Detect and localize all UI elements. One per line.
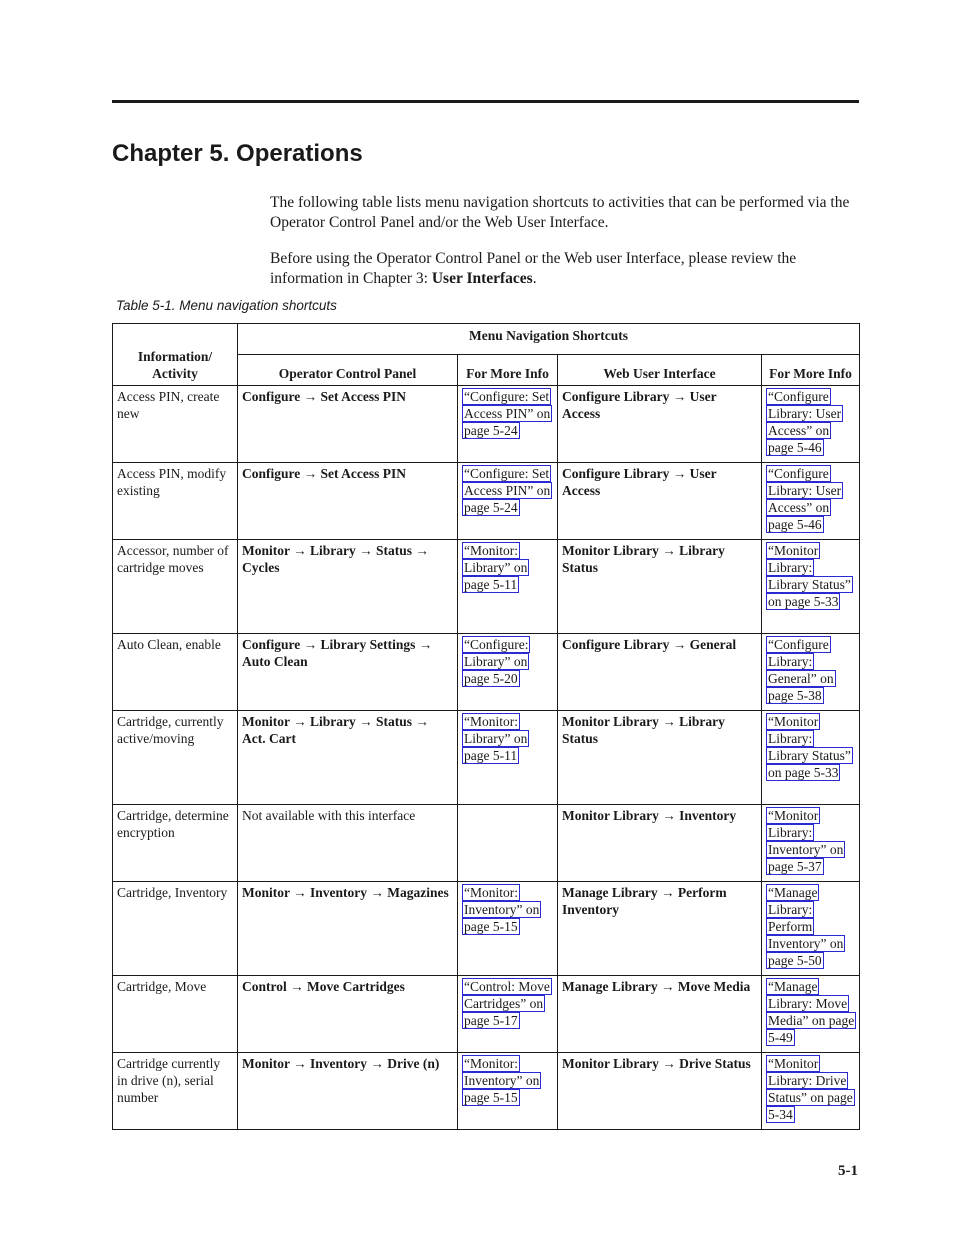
- header-menu-navigation-shortcuts: Menu Navigation Shortcuts: [238, 324, 860, 355]
- cell-web-path: Monitor Library → Library Status: [558, 711, 762, 805]
- cell-web-more-info-link[interactable]: “Monitor Library: Library Status” on page 5-33: [768, 543, 851, 609]
- cell-activity: Cartridge currently in drive (n), serial number: [113, 1053, 238, 1130]
- cell-web-path: Monitor Library → Library Status: [558, 540, 762, 634]
- cell-ocp-path: Not available with this interface: [238, 805, 458, 882]
- cell-web-more-info-link[interactable]: “Monitor Library: Drive Status” on page 5-34: [768, 1056, 853, 1122]
- cell-web-more-info: [762, 463, 860, 540]
- table-row: [113, 882, 860, 976]
- cell-ocp-more-info: [458, 882, 558, 976]
- cell-web-path: Manage Library → Perform Inventory: [558, 882, 762, 976]
- chapter-title: Chapter 5. Operations: [112, 140, 363, 167]
- cell-web-more-info-link[interactable]: “Configure Library: General” on page 5-38: [768, 637, 834, 703]
- cell-web-path: Manage Library → Move Media: [558, 976, 762, 1053]
- cell-activity: Cartridge, Move: [113, 976, 238, 1053]
- cell-ocp-more-info: [458, 463, 558, 540]
- intro-text: [270, 193, 850, 305]
- table-row: [113, 976, 860, 1053]
- cell-web-path: Monitor Library → Inventory: [558, 805, 762, 882]
- header-ocp-more-info: For More Info: [458, 355, 558, 386]
- cell-ocp-more-info-link[interactable]: “Control: Move Cartridges” on page 5-17: [464, 979, 550, 1028]
- table-row: [113, 386, 860, 463]
- cell-ocp-path: Configure → Set Access PIN: [238, 463, 458, 540]
- cell-activity: Cartridge, currently active/moving: [113, 711, 238, 805]
- cell-activity: Access PIN, modify existing: [113, 463, 238, 540]
- cell-web-more-info: [762, 634, 860, 711]
- table-body: [113, 386, 860, 1130]
- header-web-more-info: For More Info: [762, 355, 860, 386]
- cell-ocp-more-info: [458, 386, 558, 463]
- menu-navigation-table: [112, 323, 860, 1130]
- cell-ocp-more-info-link[interactable]: “Monitor: Inventory” on page 5-15: [464, 885, 540, 934]
- cell-web-more-info: [762, 540, 860, 634]
- cell-ocp-more-info: [458, 540, 558, 634]
- cell-web-more-info: [762, 882, 860, 976]
- cell-web-more-info: [762, 711, 860, 805]
- cell-ocp-more-info: [458, 976, 558, 1053]
- cell-web-path: Configure Library → User Access: [558, 386, 762, 463]
- cell-web-more-info-link[interactable]: “Configure Library: User Access” on page 5-46: [768, 389, 842, 455]
- cell-web-more-info-link[interactable]: “Configure Library: User Access” on page 5-46: [768, 466, 842, 532]
- intro-paragraph-2-text: Before using the Operator Control Panel or the Web user Interface, please review the information in Chapter 3:: [270, 250, 797, 287]
- cell-ocp-path: Monitor → Library → Status → Cycles: [238, 540, 458, 634]
- table-row: [113, 540, 860, 634]
- table-row: [113, 1053, 860, 1130]
- cell-web-more-info-link[interactable]: “Monitor Library: Inventory” on page 5-37: [768, 808, 844, 874]
- cell-web-path: Configure Library → General: [558, 634, 762, 711]
- page-number: 5-1: [838, 1163, 858, 1179]
- cell-web-more-info-link[interactable]: “Monitor Library: Library Status” on page 5-33: [768, 714, 851, 780]
- cell-ocp-path: Configure → Library Settings → Auto Clean: [238, 634, 458, 711]
- table-row: [113, 634, 860, 711]
- intro-paragraph-1: The following table lists menu navigation shortcuts to activities that can be performed via the Operator Control Panel and/or the Web User Interface.: [270, 194, 850, 231]
- cell-ocp-more-info-link[interactable]: “Configure: Set Access PIN” on page 5-24: [464, 389, 551, 438]
- cell-web-path: Monitor Library → Drive Status: [558, 1053, 762, 1130]
- table-caption: Table 5-1. Menu navigation shortcuts: [116, 298, 337, 313]
- cell-activity: Access PIN, create new: [113, 386, 238, 463]
- cell-ocp-more-info-link[interactable]: “Monitor: Library” on page 5-11: [464, 714, 528, 763]
- table-row: [113, 711, 860, 805]
- cell-ocp-more-info-link[interactable]: “Configure: Set Access PIN” on page 5-24: [464, 466, 551, 515]
- user-interfaces-reference: User Interfaces: [431, 270, 533, 287]
- cell-ocp-path: Configure → Set Access PIN: [238, 386, 458, 463]
- intro-paragraph-2: [270, 249, 850, 289]
- cell-web-more-info: [762, 976, 860, 1053]
- cell-ocp-path: Control → Move Cartridges: [238, 976, 458, 1053]
- header-activity: Information/ Activity: [113, 324, 238, 386]
- table-row: [113, 463, 860, 540]
- cell-activity: Cartridge, determine encryption: [113, 805, 238, 882]
- cell-activity: Accessor, number of cartridge moves: [113, 540, 238, 634]
- cell-ocp-more-info: [458, 805, 558, 882]
- cell-web-more-info-link[interactable]: “Manage Library: Perform Inventory” on page 5-50: [768, 885, 844, 968]
- cell-ocp-path: Monitor → Library → Status → Act. Cart: [238, 711, 458, 805]
- cell-web-more-info: [762, 805, 860, 882]
- cell-ocp-path: Monitor → Inventory → Magazines: [238, 882, 458, 976]
- cell-web-path: Configure Library → User Access: [558, 463, 762, 540]
- cell-web-more-info-link[interactable]: “Manage Library: Move Media” on page 5-49: [768, 979, 855, 1045]
- cell-ocp-more-info-link[interactable]: “Monitor: Inventory” on page 5-15: [464, 1056, 540, 1105]
- cell-ocp-path: Monitor → Inventory → Drive (n): [238, 1053, 458, 1130]
- cell-ocp-more-info: [458, 634, 558, 711]
- cell-ocp-more-info-link[interactable]: “Configure: Library” on page 5-20: [464, 637, 529, 686]
- table-row: [113, 805, 860, 882]
- intro-paragraph-2-end: .: [532, 270, 537, 287]
- cell-ocp-more-info: [458, 1053, 558, 1130]
- cell-ocp-more-info: [458, 711, 558, 805]
- header-operator-control-panel: Operator Control Panel: [238, 355, 458, 386]
- cell-web-more-info: [762, 386, 860, 463]
- cell-ocp-more-info-link[interactable]: “Monitor: Library” on page 5-11: [464, 543, 528, 592]
- cell-activity: Cartridge, Inventory: [113, 882, 238, 976]
- cell-web-more-info: [762, 1053, 860, 1130]
- header-web-user-interface: Web User Interface: [558, 355, 762, 386]
- top-rule: [112, 100, 859, 103]
- cell-activity: Auto Clean, enable: [113, 634, 238, 711]
